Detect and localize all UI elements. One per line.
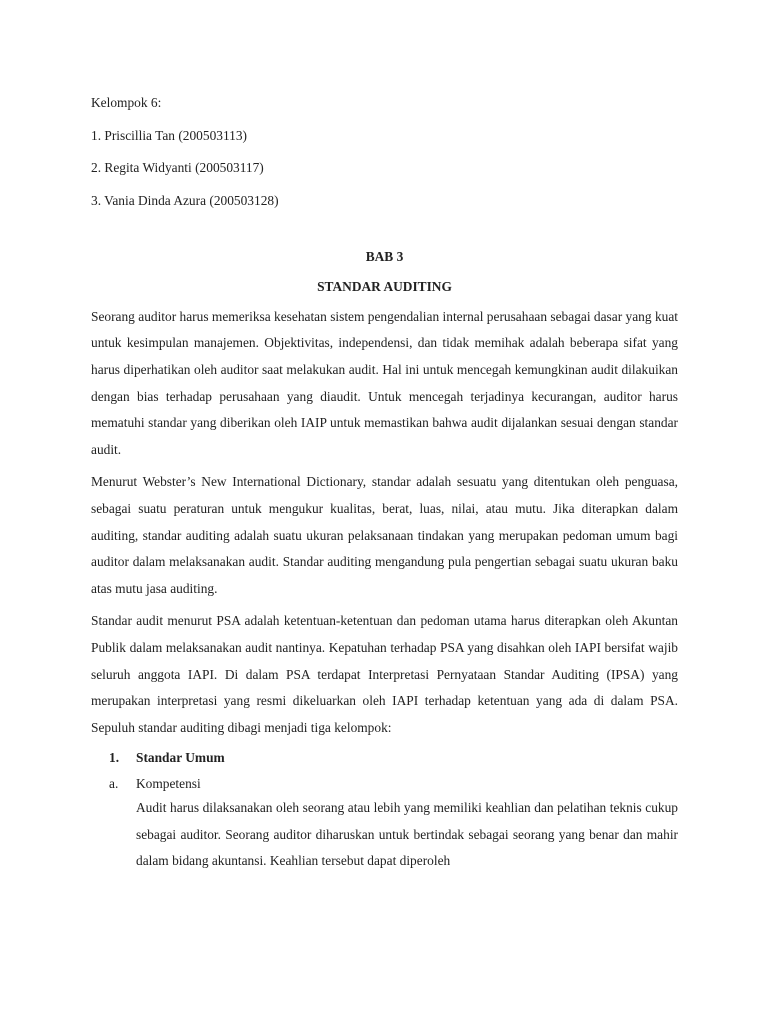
paragraph-2: Menurut Webster’s New International Dictionary, standar adalah sesuatu yang ditentukan oleh penguasa, sebagai suatu peraturan untuk mengukur kualitas, berat, luas, nilai, atau mutu. Jika diterapkan dalam auditing, standar auditing adalah suatu ukuran pelaksanaan tindakan yang merupakan pedoman umum bagi auditor dalam melaksanakan audit. Standar auditing mengandung pula pengertian sebagai suatu ukuran baku atas mutu jasa auditing.: [91, 474, 678, 596]
section-heading: [109, 748, 678, 768]
sub-item-title: Kompetensi: [136, 776, 201, 792]
group-label: Kelompok 6:: [91, 95, 162, 110]
sub-item-letter: a.: [109, 776, 119, 792]
chapter-title: STANDAR AUDITING: [317, 278, 452, 294]
paragraph-1: Seorang auditor harus memeriksa kesehatan sistem pengendalian internal perusahaan sebagai dasar yang kuat untuk kesimpulan manajemen. Objektivitas, independensi, dan tidak memihak adalah beberapa sifat yang harus diperhatikan oleh auditor saat melakukan audit. Hal ini untuk mencegah kemungkinan audit dilakuikan dengan bias terhadap perusahaan yang diaudit. Untuk mencegah terjadinya kecurangan, auditor harus mematuhi standar yang diberikan oleh IAIP untuk memastikan bahwa audit dijalankan sesuai dengan standar audit.: [91, 308, 678, 457]
member-line-3: 3. Vania Dinda Azura (200503128): [91, 192, 279, 208]
chapter-label: BAB 3: [365, 248, 404, 264]
member-line-1: 1. Priscillia Tan (200503113): [91, 127, 248, 143]
paragraph-3: Standar audit menurut PSA adalah ketentuan-ketentuan dan pedoman utama harus diterapkan oleh Akuntan Publik dalam melaksanakan audit nantinya. Kepatuhan terhadap PSA yang disahkan oleh IAPI bersifat wajib seluruh anggota IAPI. Di dalam PSA terdapat Interpretasi Pernyataan Standar Auditing (IPSA) yang merupakan interpretasi yang resmi dikeluarkan oleh IAPI terhadap ketentuan yang ada di dalam PSA. Sepuluh standar auditing dibagi menjadi tiga kelompok:: [91, 613, 678, 735]
sub-item-paragraph: Audit harus dilaksanakan oleh seorang atau lebih yang memiliki keahlian dan pelatihan teknis cukup sebagai auditor. Seorang auditor diharuskan untuk bertindak sebagai seorang yang benar dan mahir dalam bidang akuntansi. Keahlian tersebut dapat diperoleh: [136, 800, 678, 869]
section-number: 1.: [109, 750, 120, 766]
member-line-2: 2. Regita Widyanti (200503117): [91, 160, 264, 176]
sub-item-heading: [109, 773, 678, 795]
section-title: Standar Umum: [136, 750, 225, 766]
